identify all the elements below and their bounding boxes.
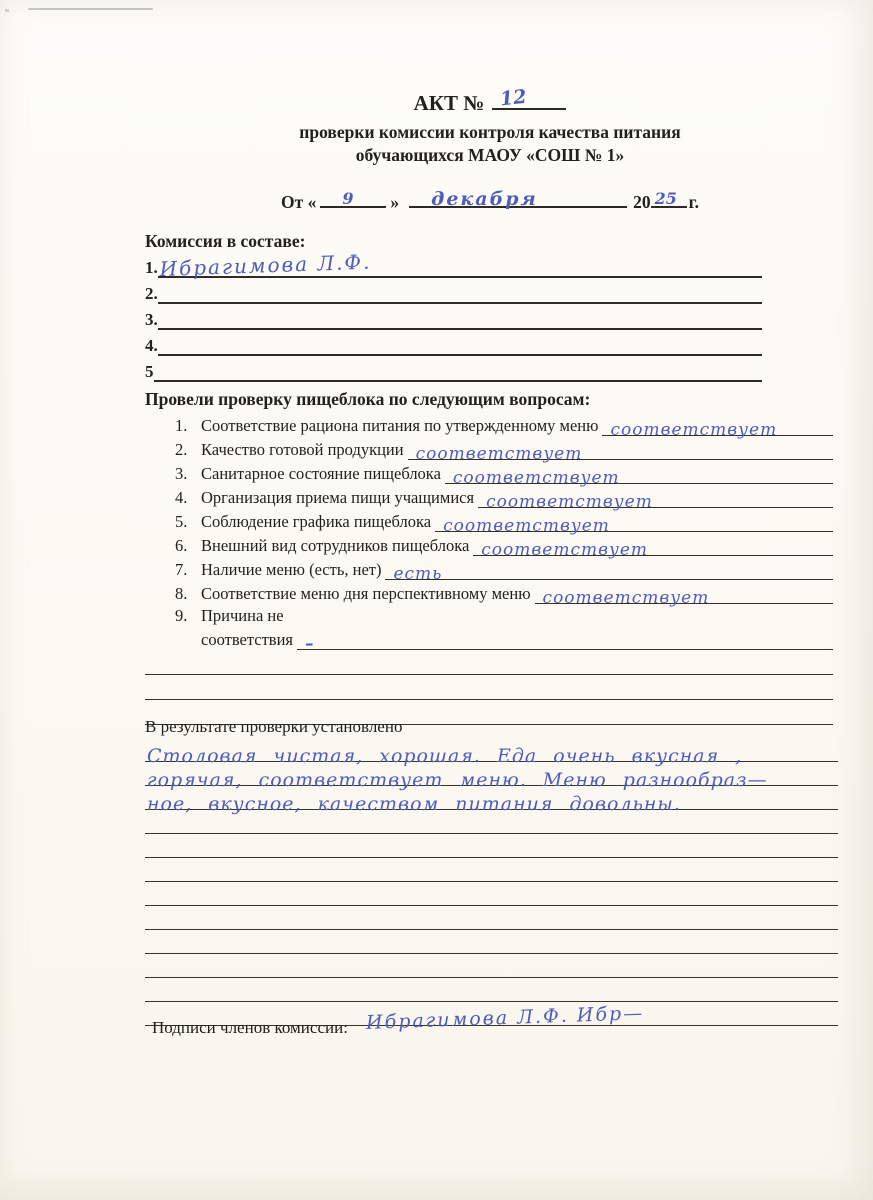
document-subtitle-2: обучающихся МАОУ «СОШ № 1» (355, 145, 625, 165)
result-handwriting: ное, вкусное, качеством питания довольны. (147, 793, 681, 815)
act-number-blank (492, 85, 566, 111)
document-subtitle-1: проверки комиссии контроля качества питания (299, 122, 681, 142)
item-answer-line (473, 531, 833, 560)
item-answer-handwritten: соответствует (542, 588, 710, 608)
item-answer-line (602, 411, 833, 440)
ruled-line (145, 978, 838, 1002)
act-number-handwritten: 12 (499, 85, 528, 111)
member-row (145, 304, 762, 330)
member-row (145, 278, 762, 304)
item-answer-line (297, 625, 833, 654)
ruled-line (145, 650, 833, 675)
item-answer-line (435, 507, 833, 536)
checklist-item-continuation (145, 626, 833, 654)
date-quote-close: » (390, 192, 400, 212)
checklist-item (145, 556, 833, 584)
member-name-line (154, 354, 763, 382)
item-number: 2. (175, 440, 188, 459)
checklist-heading: Провели проверку пищеблока по следующим вопросам: (145, 389, 591, 409)
checklist-item (145, 460, 833, 488)
date-year-suffix: г. (688, 192, 699, 212)
item-label: Организация приема пищи учащимися (201, 488, 475, 507)
date-day-blank (320, 188, 386, 208)
item-answer-handwritten: есть (393, 564, 443, 584)
ruled-line (145, 810, 838, 834)
item-answer-line (478, 483, 833, 512)
item-label: Качество готовой продукции (201, 440, 404, 459)
item-label-continuation: соответствия (201, 630, 293, 649)
ruled-line (145, 930, 838, 954)
checklist-item (145, 436, 833, 464)
result-handwritten-line (145, 762, 838, 791)
item-label: Внешний вид сотрудников пищеблока (201, 536, 470, 555)
commission-heading: Комиссия в составе: (145, 231, 306, 251)
member-row (145, 356, 762, 382)
checklist-item (145, 604, 833, 626)
item-answer-line (385, 555, 833, 584)
item-number: 7. (175, 560, 188, 579)
item-number: 3. (175, 464, 188, 483)
item-answer-handwritten: соответствует (443, 516, 610, 536)
member-number: 5 (145, 362, 154, 381)
item-answer-handwritten: – (305, 634, 315, 654)
item-label: Наличие меню (есть, нет) (201, 560, 382, 579)
date-year-prefix: 20 (633, 192, 651, 212)
item-number: 5. (175, 512, 188, 531)
item-answer-line (445, 459, 833, 488)
item-answer-handwritten: соответствует (481, 540, 649, 560)
result-section (145, 716, 838, 1026)
document-header (145, 85, 835, 167)
member-row (145, 249, 762, 281)
ruled-line (145, 954, 838, 978)
checklist-item (145, 580, 833, 608)
scan-artifact-line (28, 8, 153, 10)
item-label: Соответствие меню дня перспективному меню (201, 584, 531, 603)
checklist-section (145, 388, 833, 725)
act-title-label: АКТ № (413, 91, 485, 115)
result-handwriting: горячая, соответствует меню. Меню разнообраз— (147, 769, 768, 791)
ruled-line (145, 834, 838, 858)
checklist-item (145, 532, 833, 560)
ruled-line (145, 882, 838, 906)
date-month-handwritten: декабря (431, 188, 538, 210)
member-number: 1. (145, 258, 158, 277)
item-answer-line (535, 579, 833, 608)
item-answer-handwritten: соответствует (486, 492, 653, 512)
checklist-item (145, 508, 833, 536)
date-month-blank (409, 188, 627, 208)
item-label: Соблюдение графика пищеблока (201, 512, 432, 531)
member-name-line (158, 276, 762, 304)
item-number: 8. (175, 584, 188, 603)
result-handwriting: Столовая чистая, хорошая. Еда очень вкусная , (147, 745, 743, 767)
date-from-label: От « (281, 192, 317, 212)
checklist-item (145, 484, 833, 512)
signature-row (152, 1002, 645, 1038)
ruled-line (145, 675, 833, 700)
item-answer-handwritten: соответствует (610, 420, 778, 440)
scan-artifact-dot (5, 9, 9, 12)
date-year-handwritten: 25 (654, 189, 677, 208)
item-label: Причина не (201, 606, 284, 625)
signature-label: Подписи членов комиссии: (152, 1018, 348, 1037)
item-number: 1. (175, 416, 188, 435)
date-line (145, 188, 835, 213)
member-row (145, 330, 762, 356)
signature-handwritten: Ибрагимова Л.Ф. Ибр— (365, 1002, 645, 1034)
commission-section (145, 230, 762, 382)
item-answer-handwritten: соответствует (415, 444, 583, 464)
item-answer-line (408, 435, 833, 464)
date-day-handwritten: 9 (342, 189, 354, 208)
member-name-line (158, 302, 762, 330)
checklist-item (145, 412, 833, 440)
member-number: 3. (145, 310, 158, 329)
result-handwritten-line (145, 738, 838, 767)
act-title-line (145, 85, 835, 116)
result-handwritten-line (145, 786, 838, 815)
item-number: 6. (175, 536, 188, 555)
member-number: 4. (145, 336, 158, 355)
member-number: 2. (145, 284, 158, 303)
item-answer-handwritten: соответствует (452, 468, 620, 488)
member-name-line (158, 328, 762, 356)
item-number: 4. (175, 488, 188, 507)
ruled-line (145, 906, 838, 930)
member-name-line (158, 249, 762, 281)
ruled-line (145, 858, 838, 882)
result-heading: В результате проверки установлено (145, 717, 403, 736)
date-year-blank (651, 188, 687, 208)
item-label: Санитарное состояние пищеблока (201, 464, 441, 483)
item-label: Соответствие рациона питания по утвержденному меню (201, 416, 599, 435)
item-number: 9. (175, 606, 188, 625)
member-name-handwritten: Ибрагимова Л.Ф. (158, 249, 372, 281)
